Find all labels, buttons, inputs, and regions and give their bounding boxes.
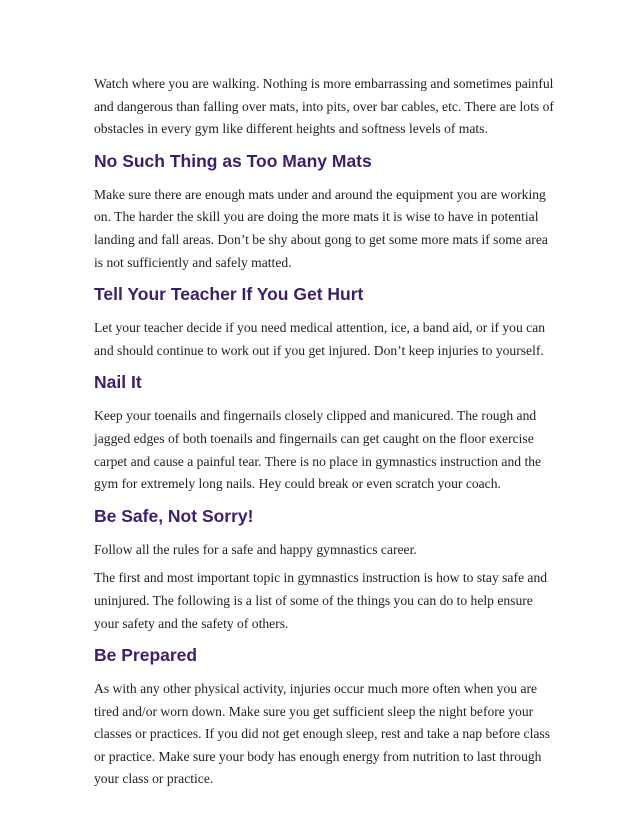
section-heading-safe: Be Safe, Not Sorry! [94,505,254,526]
section-paragraph-hurt: Let your teacher decide if you need medical attention, ice, a band aid, or if you can and should continue to work out if you get injured. Don’t keep injuries to yourself. [94,320,546,358]
section-heading-mats: No Such Thing as Too Many Mats [94,150,372,171]
intro-paragraph: Watch where you are walking. Nothing is more embarrassing and sometimes painful and dangerous than falling over mats, into pits, over bar cables, etc. There are lots of obstacles in every gym like different heights and softness levels of mats. [94,76,554,137]
section-paragraph-safe-rules: Follow all the rules for a safe and happy gymnastics career. [94,541,417,557]
section-paragraph-mats: Make sure there are enough mats under and around the equipment you are working on. The harder the skill you are doing the more mats it is wise to have in potential landing and fall areas. Don’t be shy about gong to get some more mats if some area is not sufficiently and safely matted. [94,186,548,270]
section-paragraph-nail: Keep your toenails and fingernails closely clipped and manicured. The rough and jagged edges of both toenails and fingernails can get caught on the floor exercise carpet and cause a painful tear. There is no place in gymnastics instruction and the gym for extremely long nails. Hey could break or even scratch your coach. [94,408,542,492]
document-page [94,73,554,791]
section-paragraph-prepared: As with any other physical activity, injuries occur much more often when you are tired and/or worn down. Make sure you get sufficient sleep the night before your classes or practices. If you did not get enough sleep, rest and take a nap before class or practice. Make sure your body has enough energy from nutrition to last through your class or practice. [94,681,550,787]
section-heading-prepared: Be Prepared [94,645,198,666]
section-heading-nail: Nail It [94,372,142,393]
section-heading-hurt: Tell Your Teacher If You Get Hurt [94,284,364,305]
section-paragraph-safe-topic: The first and most important topic in gymnastics instruction is how to stay safe and uninjured. The following is a list of some of the things you can do to help ensure your safety and the safety of others. [94,570,548,631]
